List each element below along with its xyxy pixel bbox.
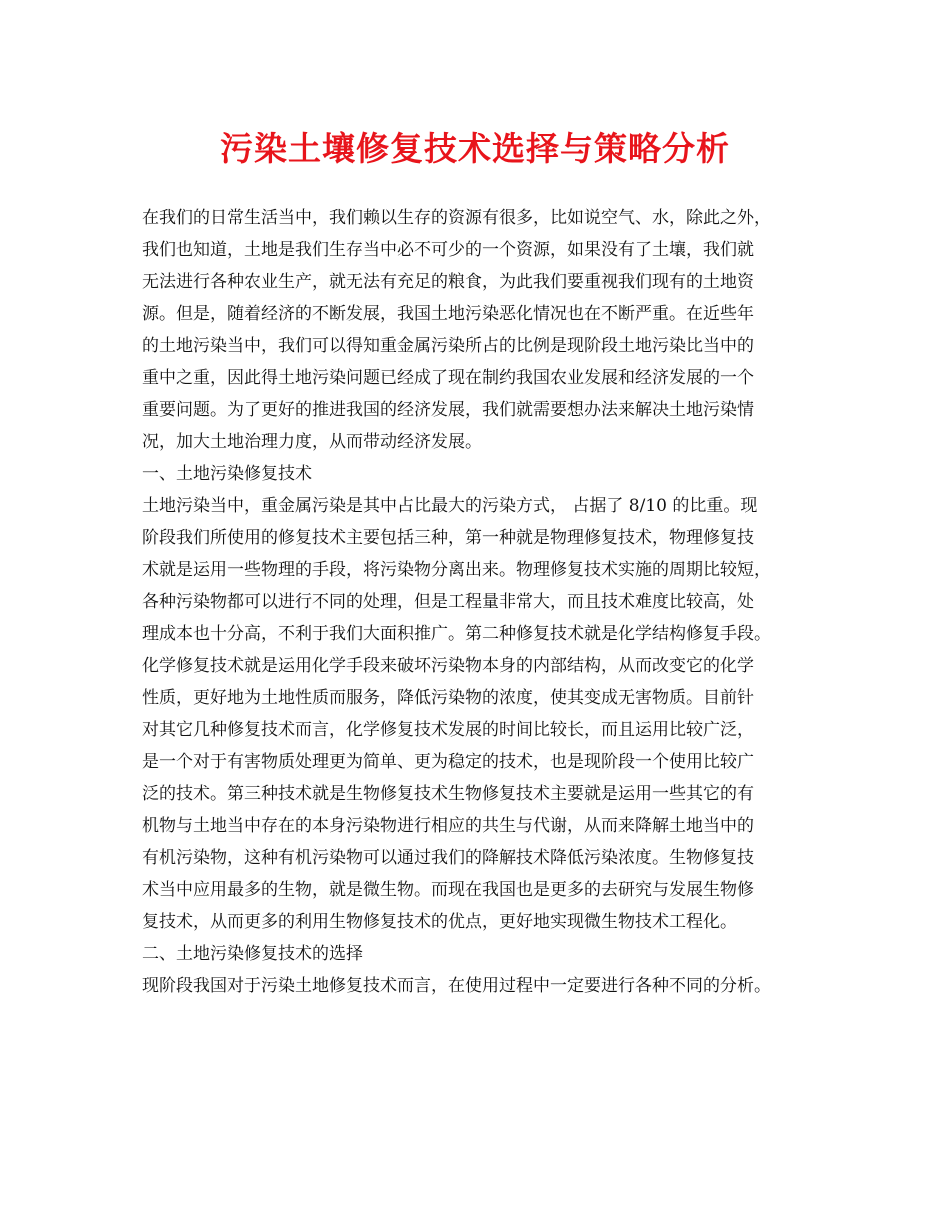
text-line: 无法进行各种农业生产，就无法有充足的粮食，为此我们要重视我们现有的土地资 — [142, 272, 754, 292]
text-line: 况，加大土地治理力度，从而带动经济发展。 — [142, 432, 482, 452]
text-line: 重要问题。为了更好的推进我国的经济发展，我们就需要想办法来解决土地污染情 — [142, 400, 754, 420]
text-line: 泛的技术。第三种技术就是生物修复技术生物修复技术主要就是运用一些其它的有 — [142, 784, 754, 804]
page-title: 污染土壤修复技术选择与策略分析 — [220, 129, 730, 168]
text-line: 在我们的日常生活当中，我们赖以生存的资源有很多，比如说空气、水，除此之外， — [142, 208, 771, 228]
text-line: 重中之重，因此得土地污染问题已经成了现在制约我国农业发展和经济发展的一个 — [142, 368, 754, 388]
text-line: 术当中应用最多的生物，就是微生物。而现在我国也是更多的去研究与发展生物修 — [142, 880, 754, 900]
text-line: 复技术，从而更多的利用生物修复技术的优点，更好地实现微生物技术工程化。 — [142, 912, 737, 932]
text-line: 阶段我们所使用的修复技术主要包括三种，第一种就是物理修复技术，物理修复技 — [142, 528, 754, 548]
text-line: 源。但是，随着经济的不断发展，我国土地污染恶化情况也在不断严重。在近些年 — [142, 304, 754, 324]
text-line: 是一个对于有害物质处理更为简单、更为稳定的技术，也是现阶段一个使用比较广 — [142, 752, 754, 772]
text-line: 土地污染当中，重金属污染是其中占比最大的污染方式， 占据了 8/10 的比重。现 — [142, 496, 758, 516]
text-line: 我们也知道，土地是我们生存当中必不可少的一个资源，如果没有了土壤，我们就 — [142, 240, 754, 260]
text-line: 性质，更好地为土地性质而服务，降低污染物的浓度，使其变成无害物质。目前针 — [142, 688, 754, 708]
text-line: 的土地污染当中，我们可以得知重金属污染所占的比例是现阶段土地污染比当中的 — [142, 336, 754, 356]
section-heading-1: 一、土地污染修复技术 — [142, 464, 312, 484]
text-line: 理成本也十分高，不利于我们大面积推广。第二种修复技术就是化学结构修复手段。 — [142, 624, 771, 644]
text-line: 各种污染物都可以进行不同的处理，但是工程量非常大，而且技术难度比较高，处 — [142, 592, 754, 612]
document-body — [142, 202, 812, 1002]
section-heading-2: 二、土地污染修复技术的选择 — [142, 944, 363, 964]
text-line: 对其它几种修复技术而言，化学修复技术发展的时间比较长，而且运用比较广泛， — [142, 720, 754, 740]
text-line: 机物与土地当中存在的本身污染物进行相应的共生与代谢，从而来降解土地当中的 — [142, 816, 754, 836]
text-line: 化学修复技术就是运用化学手段来破坏污染物本身的内部结构，从而改变它的化学 — [142, 656, 754, 676]
text-line: 现阶段我国对于污染土地修复技术而言，在使用过程中一定要进行各种不同的分析。 — [142, 976, 771, 996]
text-line: 术就是运用一些物理的手段，将污染物分离出来。物理修复技术实施的周期比较短， — [142, 560, 771, 580]
text-line: 有机污染物，这种有机污染物可以通过我们的降解技术降低污染浓度。生物修复技 — [142, 848, 754, 868]
